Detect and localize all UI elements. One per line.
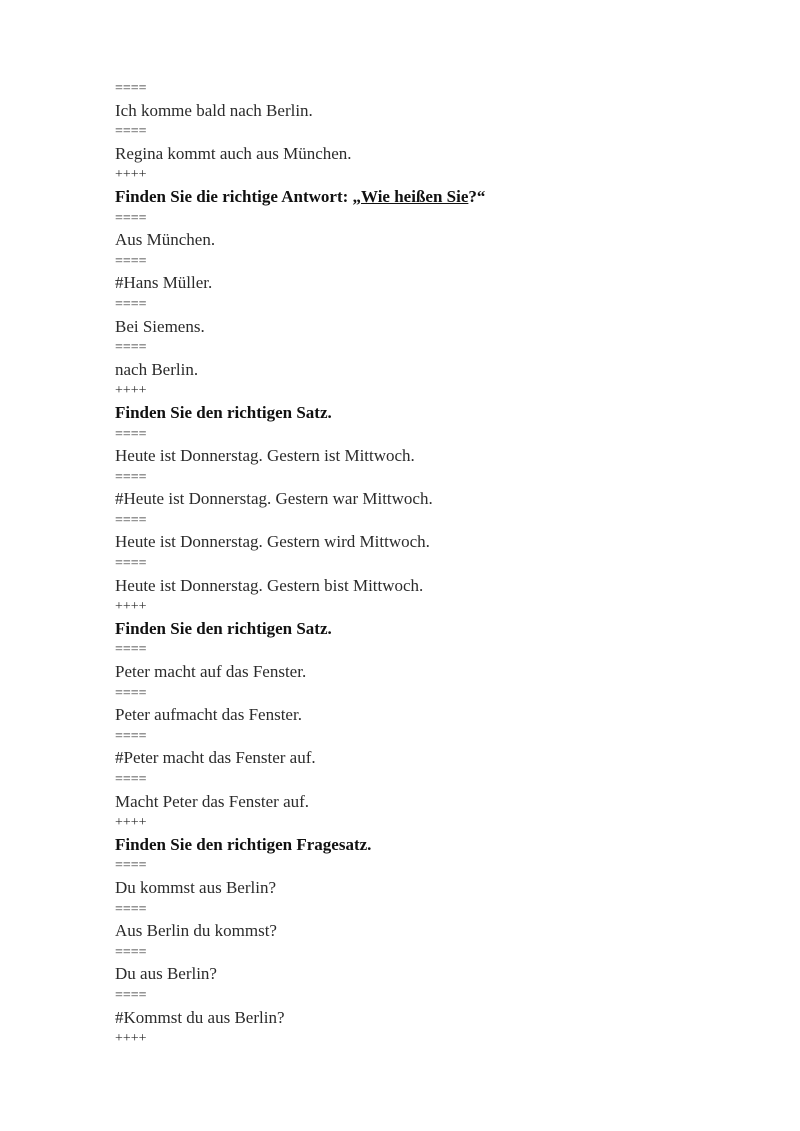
question-line: Finden Sie den richtigen Fragesatz. xyxy=(115,834,372,854)
answer-line: Heute ist Donnerstag. Gestern bist Mittwoch. xyxy=(115,575,424,595)
separator-line: ==== xyxy=(115,901,147,917)
question-line: Finden Sie den richtigen Satz. xyxy=(115,402,332,422)
document-body xyxy=(115,78,755,1050)
document-page xyxy=(115,78,755,1050)
separator-line: ==== xyxy=(115,253,147,269)
question-line: Finden Sie den richtigen Satz. xyxy=(115,618,332,638)
separator-line: ==== xyxy=(115,296,147,312)
answer-line: Regina kommt auch aus München. xyxy=(115,143,352,163)
question-suffix: ?“ xyxy=(468,186,486,206)
separator-line: ==== xyxy=(115,685,147,701)
separator-line: ==== xyxy=(115,512,147,528)
answer-line: Ich komme bald nach Berlin. xyxy=(115,100,313,120)
answer-line: Aus Berlin du kommst? xyxy=(115,921,277,941)
answer-line: #Kommst du aus Berlin? xyxy=(115,1007,285,1027)
question-line xyxy=(115,186,755,208)
answer-line: Du aus Berlin? xyxy=(115,964,217,984)
answer-line: Peter macht auf das Fenster. xyxy=(115,662,307,682)
separator-line: ==== xyxy=(115,772,147,787)
separator-line: ==== xyxy=(115,210,147,226)
separator-line: ++++ xyxy=(115,167,147,183)
question-underlined: Wie heißen Sie xyxy=(361,186,469,206)
answer-line: Bei Siemens. xyxy=(115,316,205,336)
answer-line: Macht Peter das Fenster auf. xyxy=(115,791,310,811)
answer-line: #Hans Müller. xyxy=(115,273,213,293)
question-prefix: Finden Sie die richtige Antwort: „ xyxy=(115,186,362,206)
separator-line: ==== xyxy=(115,469,147,485)
separator-line: ==== xyxy=(115,340,147,356)
separator-line: ==== xyxy=(115,426,147,442)
separator-line: ==== xyxy=(115,124,147,140)
separator-line: ==== xyxy=(115,858,147,874)
answer-line: Heute ist Donnerstag. Gestern wird Mittwoch. xyxy=(115,532,430,552)
separator-line: ++++ xyxy=(115,815,147,831)
answer-line: #Peter macht das Fenster auf. xyxy=(115,748,316,768)
answer-line: Du kommst aus Berlin? xyxy=(115,877,277,897)
answer-line: nach Berlin. xyxy=(115,359,199,379)
answer-line: Heute ist Donnerstag. Gestern ist Mittwoch. xyxy=(115,446,415,466)
separator-line: ++++ xyxy=(115,1031,147,1047)
separator-line: ==== xyxy=(115,987,147,1003)
answer-line: Peter aufmacht das Fenster. xyxy=(115,705,302,725)
answer-line: Aus München. xyxy=(115,230,216,250)
separator-line: ==== xyxy=(115,81,147,96)
separator-line: ==== xyxy=(115,556,147,572)
answer-line: #Heute ist Donnerstag. Gestern war Mittwoch. xyxy=(115,489,433,509)
separator-line: ==== xyxy=(115,728,147,744)
separator-line: ++++ xyxy=(115,599,147,615)
separator-line: ++++ xyxy=(115,383,147,399)
separator-line: ==== xyxy=(115,642,147,658)
separator-line: ==== xyxy=(115,944,147,960)
